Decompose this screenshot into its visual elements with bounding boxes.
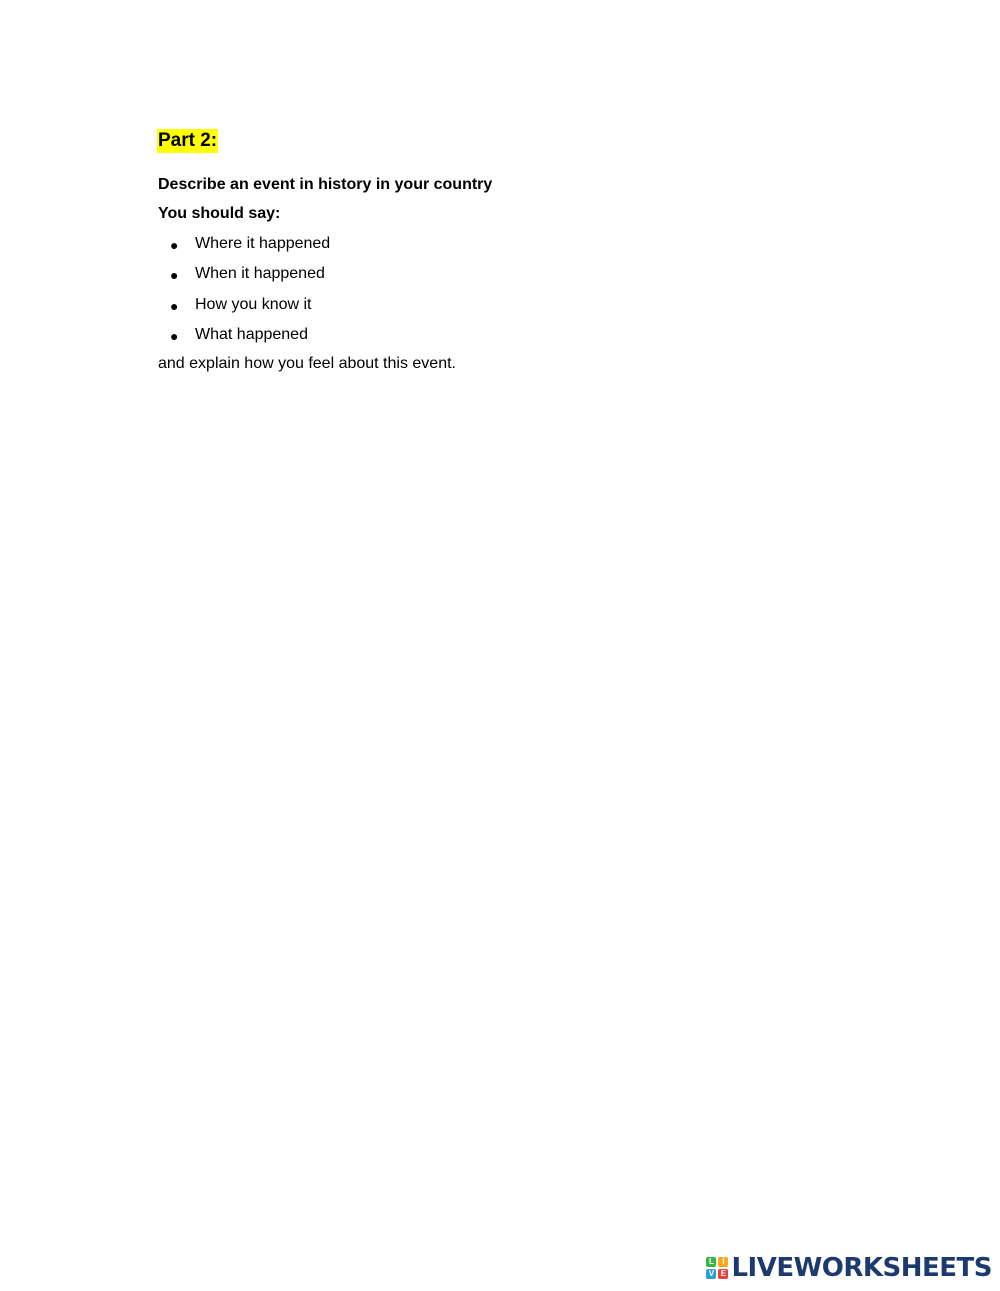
prompt-intro: You should say: [158, 205, 281, 222]
bullet-icon: ● [170, 298, 179, 314]
logo-tile-e: E [718, 1269, 728, 1279]
list-item [0, 234, 400, 254]
list-item [0, 325, 400, 345]
bullet-icon: ● [170, 267, 179, 283]
list-item-text: Where it happened [195, 235, 331, 252]
logo-tile-l: L [706, 1257, 716, 1267]
logo-tile-i: I [718, 1257, 728, 1267]
prompt-title: Describe an event in history in your country [158, 176, 493, 193]
list-item-text: How you know it [195, 296, 312, 313]
liveworksheets-logo-icon [706, 1257, 728, 1279]
liveworksheets-brand[interactable] [706, 1253, 992, 1283]
list-item [0, 264, 400, 284]
bullet-icon: ● [170, 328, 179, 344]
list-item-text: What happened [195, 326, 308, 343]
prompt-closing: and explain how you feel about this event. [158, 355, 456, 372]
list-item-text: When it happened [195, 265, 325, 282]
list-item [0, 295, 400, 315]
brand-name: LIVEWORKSHEETS [731, 1253, 992, 1283]
bullet-icon: ● [170, 237, 179, 253]
part-heading: Part 2: [158, 130, 218, 151]
logo-tile-v: V [706, 1269, 716, 1279]
